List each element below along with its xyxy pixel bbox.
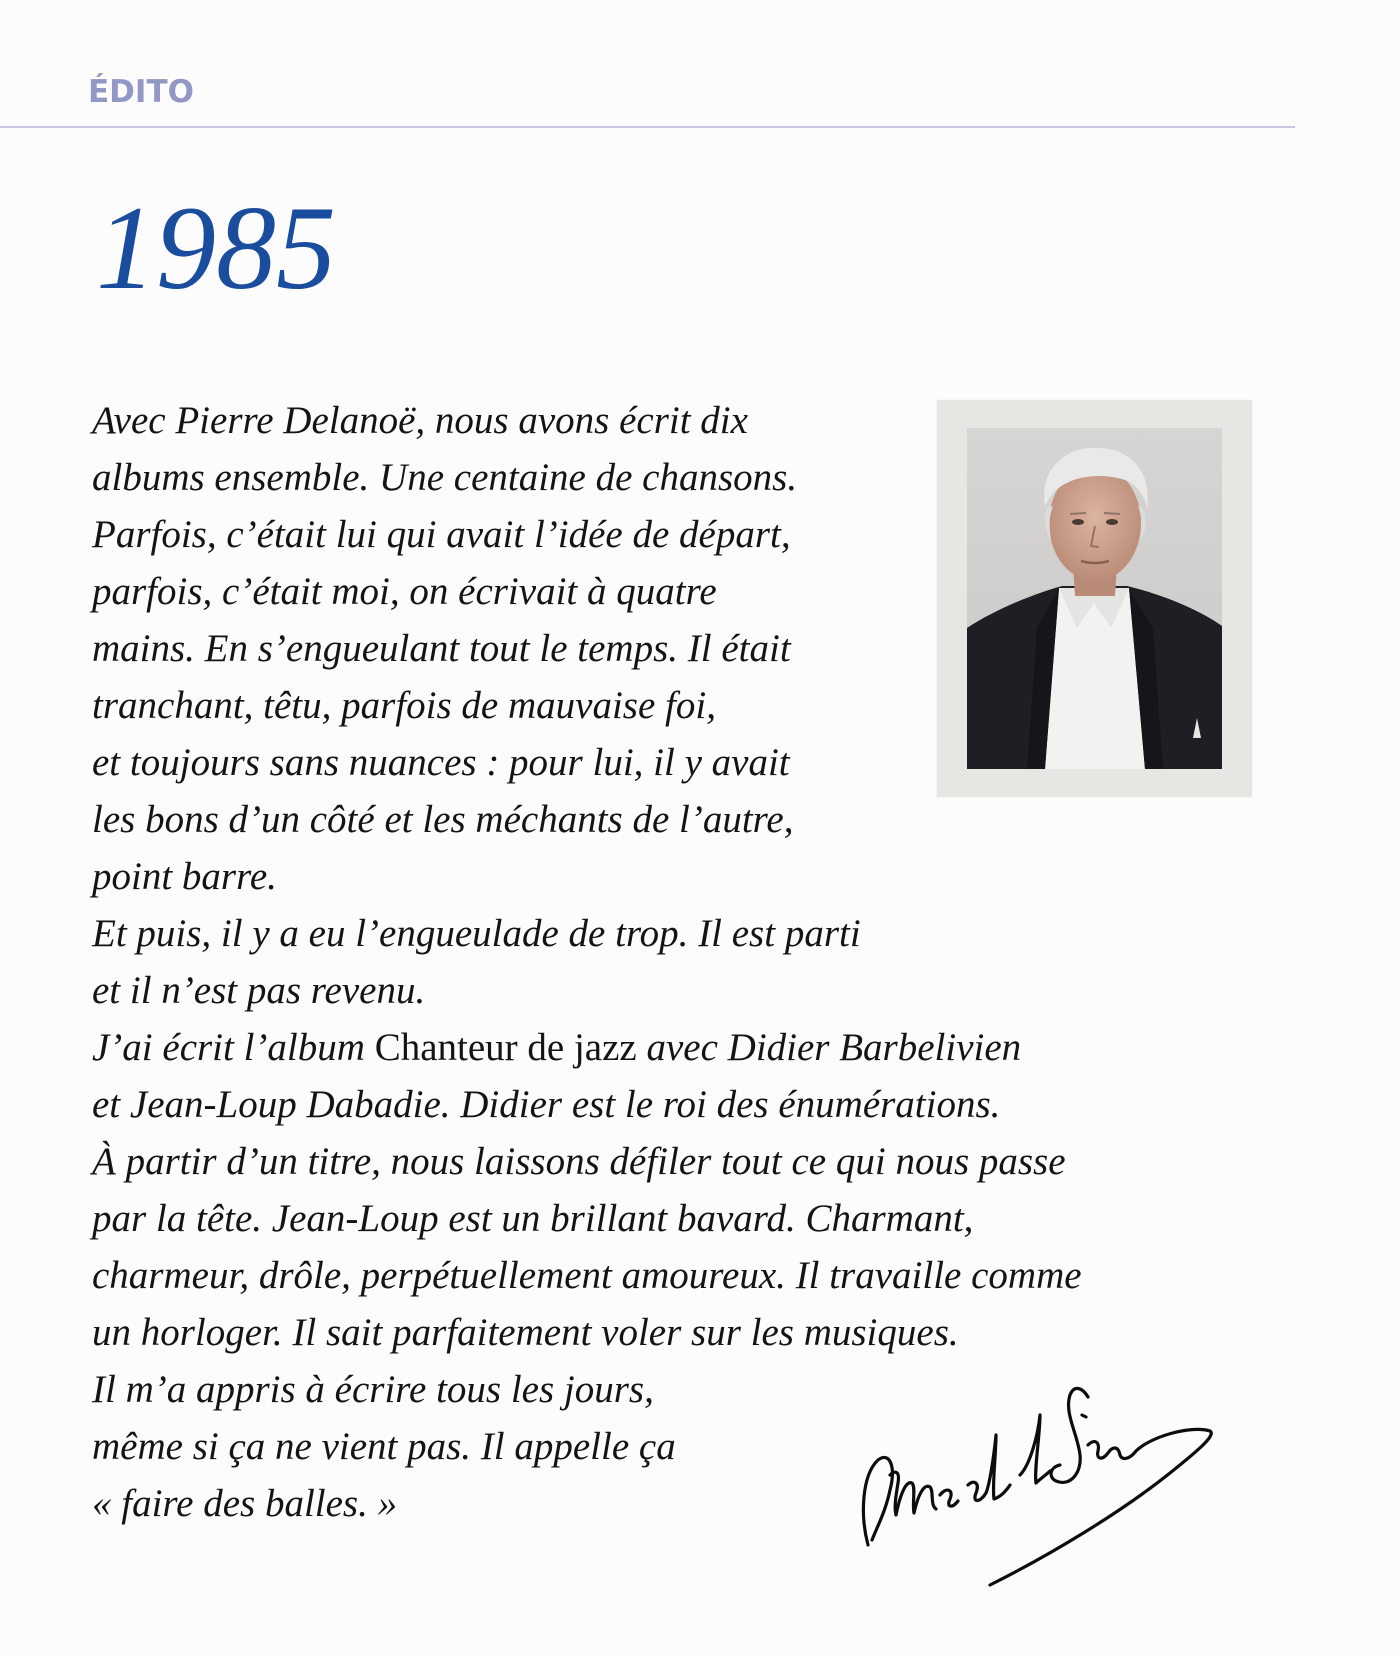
text-line: mains. En s’engueulant tout le temps. Il était xyxy=(92,627,791,670)
text-line: tranchant, têtu, parfois de mauvaise foi, xyxy=(92,684,716,727)
section-label: ÉDITO xyxy=(88,74,194,110)
text-line: Il m’a appris à écrire tous les jours, xyxy=(92,1368,654,1411)
text-line: point barre. xyxy=(92,855,277,898)
text-line: un horloger. Il sait parfaitement voler sur les musiques. xyxy=(92,1311,959,1354)
text-segment: avec Didier Barbelivien xyxy=(636,1026,1022,1069)
text-line: parfois, c’était moi, on écrivait à quatre xyxy=(92,570,717,613)
text-line: même si ça ne vient pas. Il appelle ça xyxy=(92,1425,676,1468)
album-title: Chanteur de jazz xyxy=(374,1026,637,1069)
text-line: et toujours sans nuances : pour lui, il y avait xyxy=(92,741,790,784)
text-line: et Jean-Loup Dabadie. Didier est le roi des énumérations. xyxy=(92,1083,1001,1126)
section-divider xyxy=(0,126,1295,128)
text-line: Et puis, il y a eu l’engueulade de trop. Il est parti xyxy=(92,912,861,955)
text-line: et il n’est pas revenu. xyxy=(92,969,426,1012)
text-line xyxy=(92,1019,1082,1076)
text-line: « faire des balles. » xyxy=(92,1482,398,1525)
editorial-text xyxy=(92,392,1082,1532)
page-title: 1985 xyxy=(96,181,336,314)
portrait-illustration xyxy=(967,428,1222,769)
text-line: par la tête. Jean-Loup est un brillant bavard. Charmant, xyxy=(92,1197,974,1240)
text-line: À partir d’un titre, nous laissons défiler tout ce qui nous passe xyxy=(92,1140,1066,1183)
text-line: albums ensemble. Une centaine de chansons. xyxy=(92,456,798,499)
text-line: charmeur, drôle, perpétuellement amoureux. Il travaille comme xyxy=(92,1254,1082,1297)
text-line: Parfois, c’était lui qui avait l’idée de départ, xyxy=(92,513,791,556)
text-line: les bons d’un côté et les méchants de l’autre, xyxy=(92,798,794,841)
text-segment: J’ai écrit l’album xyxy=(92,1026,375,1069)
portrait-frame xyxy=(937,400,1252,797)
text-line: Avec Pierre Delanoë, nous avons écrit dix xyxy=(92,399,748,442)
portrait-photo xyxy=(967,428,1222,769)
handwritten-signature xyxy=(850,1375,1240,1590)
